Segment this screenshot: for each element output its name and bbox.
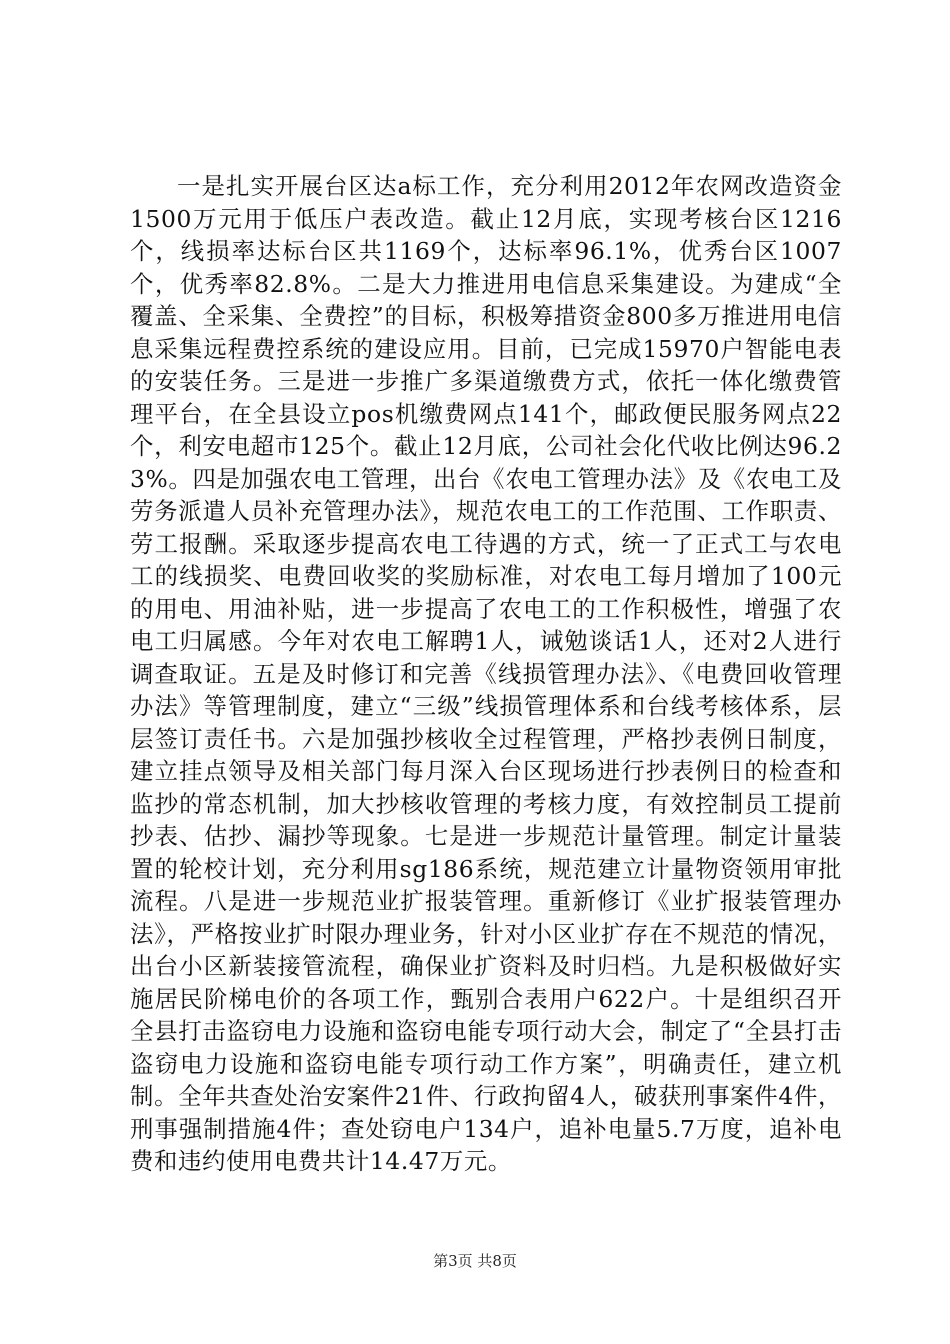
page-footer: 第3页 共8页 bbox=[433, 1252, 517, 1270]
body-paragraph: 一是扎实开展台区达a标工作，充分利用2012年农网改造资金1500万元用于低压户表改造。截止12月底，实现考核台区1216个，线损率达标台区共1169个，达标率96.1%，优秀台区1007个，优秀率82.8%。二是大力推进用电信息采集建设。为建成“全覆盖、全采集、全费控”的目标，积极筹措资金800多万推进用电信息采集远程费控系统的建设应用。目前，已完成15970户智能电表的安装任务。三是进一步推广多渠道缴费方式，依托一体化缴费管理平台，在全县设立pos机缴费网点141个，邮政便民服务网点22个，利安电超市125个。截止12月底，公司社会化代收比例达96.23%。四是加强农电工管理，出台《农电工管理办法》及《农电工及劳务派遣人员补充管理办法》，规范农电工的工作范围、工作职责、劳工报酬。采取逐步提高农电工待遇的方式，统一了正式工与农电工的线损奖、电费回收奖的奖励标准，对农电工每月增加了100元的用电、用油补贴，进一步提高了农电工的工作积极性，增强了农电工归属感。今年对农电工解聘1人，诫勉谈话1人，还对2人进行调查取证。五是及时修订和完善《线损管理办法》、《电费回收管理办法》等管理制度，建立“三级”线损管理体系和台线考核体系，层层签订责任书。六是加强抄核收全过程管理，严格抄表例日制度，建立挂点领导及相关部门每月深入台区现场进行抄表例日的检查和监抄的常态机制，加大抄核收管理的考核力度，有效控制员工提前抄表、估抄、漏抄等现象。七是进一步规范计量管理。制定计量装置的轮校计划，充分利用sg186系统，规范建立计量物资领用审批流程。八是进一步规范业扩报装管理。重新修订《业扩报装管理办法》，严格按业扩时限办理业务，针对小区业扩存在不规范的情况，出台小区新装接管流程，确保业扩资料及时归档。九是积极做好实施居民阶梯电价的各项工作，甄别合表用户622户。十是组织召开全县打击盗窃电力设施和盗窃电能专项行动大会，制定了“全县打击盗窃电力设施和盗窃电能专项行动工作方案”，明确责任，建立机制。全年共查处治安案件21件、行政拘留4人，破获刑事案件4件，刑事强制措施4件；查处窃电户134户，追补电量5.7万度，追补电费和违约使用电费共计14.47万元。 bbox=[130, 172, 842, 1175]
